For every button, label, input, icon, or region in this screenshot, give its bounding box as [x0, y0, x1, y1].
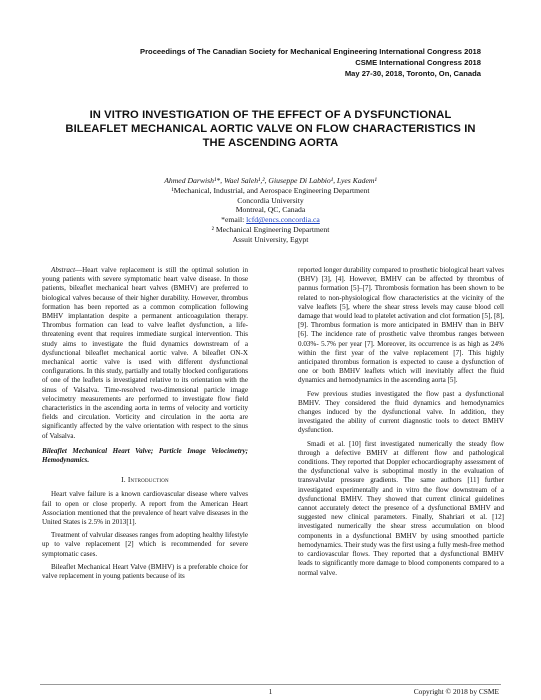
footer-divider [40, 684, 501, 685]
affiliation-2-university: Assuit University, Egypt [232, 234, 309, 244]
author-list: Ahmed Darwish¹*, Wael Saleh¹,², Giuseppe Di Labbio¹, Lyes Kadem¹ [164, 176, 377, 185]
contact-email [62, 215, 479, 225]
affiliation-1-university: Concordia University [237, 195, 304, 205]
paper-title: IN VITRO INVESTIGATION OF THE EFFECT OF A DYSFUNCTIONAL BILEAFLET MECHANICAL AORTIC VALVE ON FLOW CHARACTERISTICS IN THE ASCENDING AORTA [65, 109, 476, 149]
abstract-text: —Heart valve replacement is still the optimal solution in young patients with severe symptomatic heart valve disease. In those patients, bileaflet mechanical heart valves (BMHV) are preferred to biological valves because of their higher durability. However, thrombus formation has been reported as a common complication following BMHV implantation despite a permanent anticoagulation therapy. Thrombus formation can lead to valve leaflet dysfunction, a life-threatening event that requires immediate surgical intervention. This study aims to investigate the fluid dynamics downstream of a dysfunctional bileaflet mechanical aortic valve. A bileaflet ON-X mechanical aortic valve is used with different dysfunctional configurations. In this study, partially and totally blocked configurations of one of the leaflets is investigated relative to its orientation with the sinus of Valsalva. Time-resolved two-dimensional particle image velocimetry measurements are performed to investigate flow field characteristics in the ascending aorta in terms of velocity and vorticity fields and circulation. Vorticity and circulation in the aorta are significantly affected by the valve orientation with respect to the sinus of Valsalva. [42, 266, 248, 440]
section-number: I. [121, 475, 126, 485]
intro-paragraph-1: Heart valve failure is a known cardiovascular disease where valves fail to open or close properly. A report from the American Heart Association mentioned that the prevalence of heart valve diseases in the United States is 2.5% in 2013[1]. [42, 490, 248, 527]
body-paragraph-3: Smadi et al. [10] first investigated numerically the steady flow through a defective BMHV at different flow and pathological conditions. They reported that Doppler echocardiography assessment of the dysfunctional valve is suboptimal mostly in the evaluation of transvalvular pressure gradients. The same authors [11] further investigated experimentally and in vitro the flow downstream of a dysfunctional BMHV. They showed that current clinical guidelines cannot accurately detect the presence of a dysfunctional BMHV and suggested new clinical parameters. Finally, Shahriari et al. [12] investigated numerically the shear stress accumulation on blood components in a dysfunctional BMHV by using smoothed particle hemodynamics. Their study was the first using a fully mesh-free method to cardiovascular flows. They reported that a dysfunctional BMHV leads to significantly more damage to blood components compared to a normal valve. [298, 439, 504, 577]
keywords: Bileaflet Mechanical Heart Valve; Particle Image Velocimetry; Hemodynamics. [42, 446, 248, 465]
conference-header [140, 46, 481, 79]
page-number: 1 [268, 687, 273, 696]
left-column [42, 266, 248, 585]
email-label: *email: [221, 215, 247, 225]
affiliation-2-dept: ² Mechanical Engineering Department [211, 224, 330, 234]
copyright-notice: Copyright © 2018 by CSME [413, 687, 499, 696]
conference-header-line3: May 27-30, 2018, Toronto, On, Canada [344, 69, 481, 78]
section-heading-introduction [42, 475, 248, 484]
author-block [62, 176, 479, 245]
intro-paragraph-3: Bileaflet Mechanical Heart Valve (BMHV) is a preferable choice for valve replacement in young patients because of its [42, 562, 248, 581]
section-title: Introduction [127, 475, 169, 485]
body-paragraph-2: Few previous studies investigated the flow past a dysfunctional BMHV. They considered the fluid dynamics and hemodynamics changes induced by the dysfunctional valve. In addition, they investigated the ability of current diagnostic tools to detect BMHV dysfunction. [298, 389, 504, 435]
conference-header-line1: Proceedings of The Canadian Society for Mechanical Engineering International Congress 2018 [140, 47, 481, 56]
affiliation-1-dept: ¹Mechanical, Industrial, and Aerospace Engineering Department [171, 185, 370, 195]
abstract-paragraph [42, 266, 248, 441]
right-column [298, 266, 504, 582]
conference-header-line2: CSME International Congress 2018 [355, 58, 481, 67]
affiliation-1-location: Montreal, QC, Canada [235, 205, 306, 215]
body-paragraph-1: reported longer durability compared to prosthetic biological heart valves (BHV) [3], [4]. However, BMHV can be affected by thrombus of pannus formation [5]–[7]. Thrombosis formation has been shown to be related to non-physiological flow characteristics at the vicinity of the valve leaflets [5], where the shear stress levels may cause blood cell damage that would lead to platelet activation and clot formation [5], [8], [9]. Thrombus formation is more anticipated in BMHV than in BHV [6]. The incidence rate of prosthetic valve thrombus ranges between 0.03%- 5.7% per year [7]. Moreover, its occurrence is as high as 24% within the first year of the valve replacement [7]. This highly anticipated thrombus formation is expected to cause a dysfunction of one or both BMHV leaflets which will inevitably affect the fluid dynamics and hemodynamics in the ascending aorta [5]. [298, 266, 504, 385]
abstract-label: Abstract [51, 266, 76, 274]
intro-paragraph-2: Treatment of valvular diseases ranges from adopting healthy lifestyle up to valve replacement [2] which is recommended for severe symptomatic cases. [42, 531, 248, 558]
email-link[interactable]: lcfd@encs.concordia.ca [246, 215, 320, 225]
